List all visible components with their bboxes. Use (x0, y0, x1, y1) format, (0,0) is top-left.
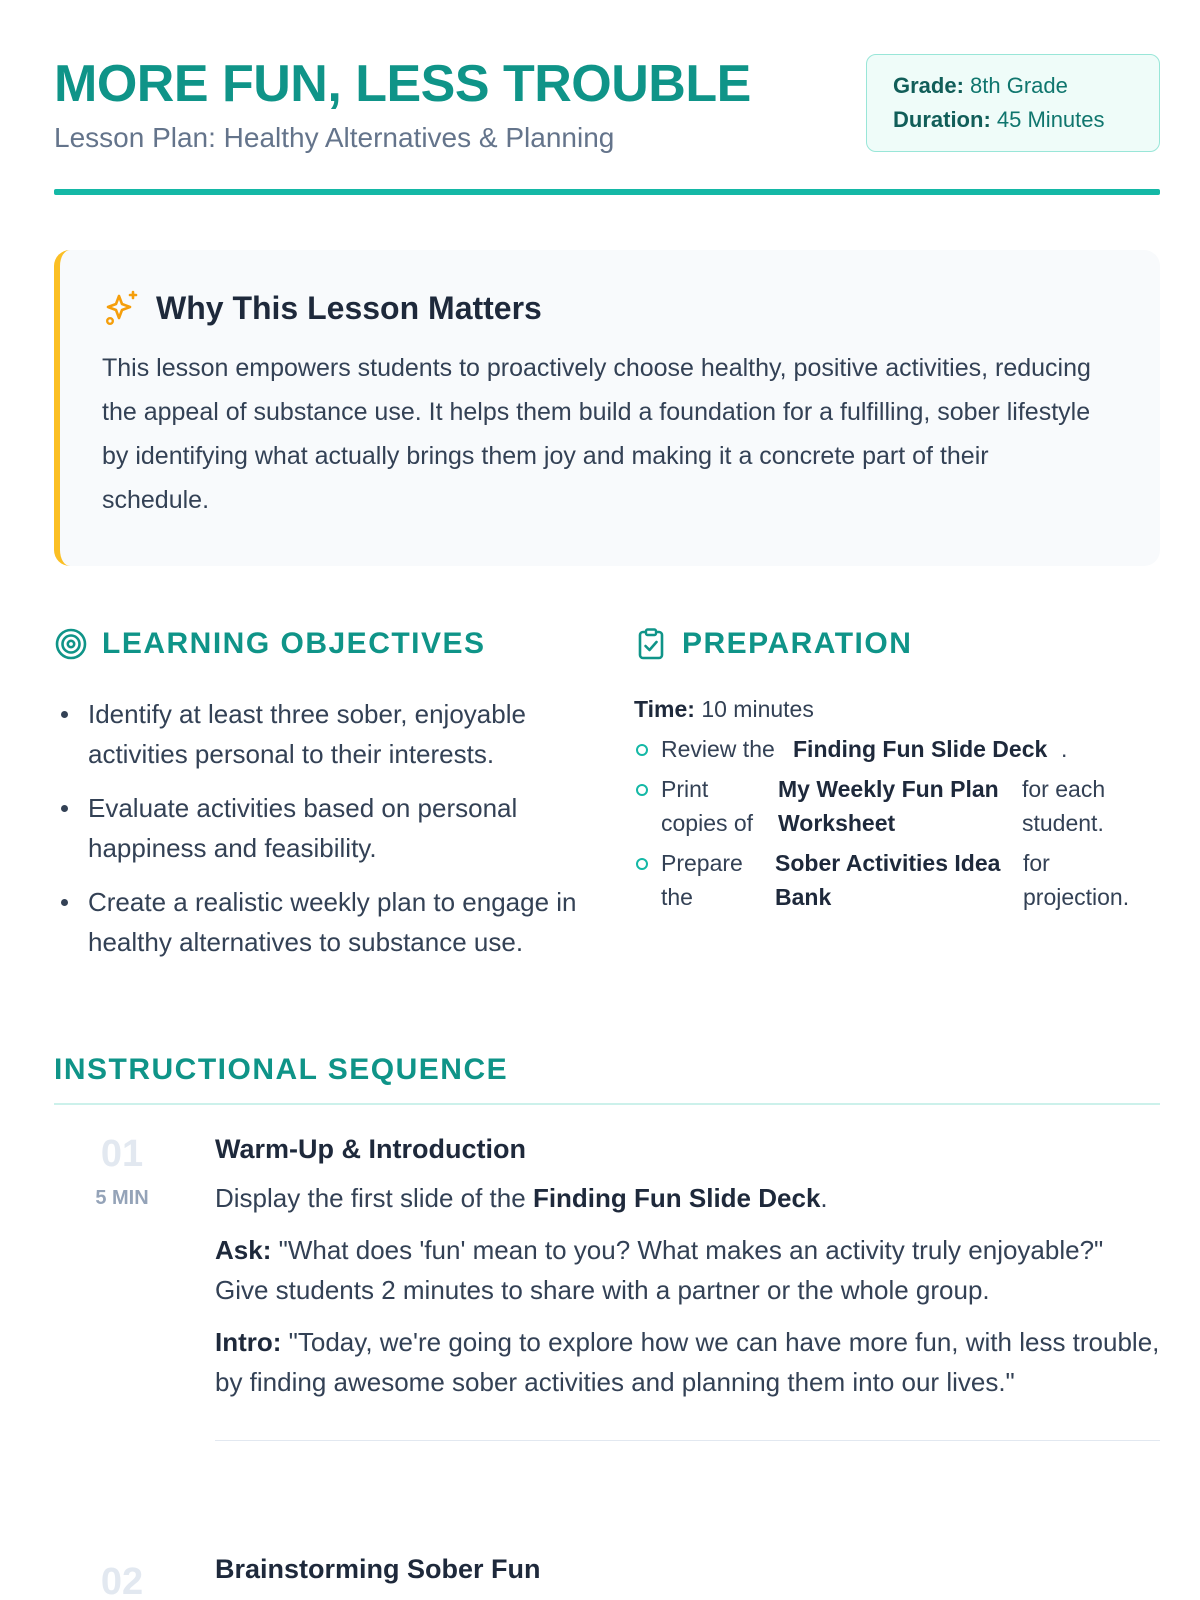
lesson-plan-page (54, 0, 1160, 1600)
step-divider (215, 1440, 1160, 1441)
prep-item-resource: Finding Fun Slide Deck (793, 736, 1048, 762)
grade-row (893, 69, 1133, 103)
preparation-item (634, 772, 1160, 840)
prep-item-text: Review the (661, 736, 775, 762)
prep-item-text: Prepare the (661, 850, 743, 910)
ask-label: Ask: (215, 1235, 272, 1265)
objectives-title: LEARNING OBJECTIVES (102, 627, 486, 660)
prep-item-text: . (1061, 736, 1068, 762)
grade-value: 8th Grade (970, 73, 1068, 98)
sequence-divider (54, 1103, 1160, 1105)
header (54, 0, 1160, 196)
duration-label: Duration: (893, 107, 991, 132)
step-title: Brainstorming Sober Fun (215, 1554, 541, 1584)
slide-deck-reference: Finding Fun Slide Deck (532, 1183, 821, 1213)
step-duration: 5 MIN (95, 1187, 149, 1209)
prep-item-text: for projection. (1023, 850, 1130, 910)
prep-item-resource: Sober Activities Idea Bank (775, 850, 1001, 910)
step-body (215, 1552, 1160, 1586)
preparation-title: PREPARATION (682, 627, 913, 660)
lesson-meta-box (866, 54, 1160, 152)
preparation-section (634, 624, 1160, 920)
step-number: 02 (100, 1561, 144, 1600)
header-divider (54, 189, 1160, 195)
learning-objectives-section (54, 624, 594, 976)
step-paragraph: Display the first slide of the Finding Fun Slide Deck. (215, 1183, 828, 1213)
step-paragraph: Ask: "What does 'fun' mean to you? What makes an activity truly enjoyable?" Give students 2 minutes to share with a partner or the whole group. (215, 1235, 1104, 1305)
why-header (102, 288, 1114, 328)
objective-item: Identify at least three sober, enjoyable activities personal to their interests. (54, 694, 594, 774)
why-callout (54, 250, 1160, 566)
preparation-list (634, 732, 1160, 914)
preparation-time-label: Time: (634, 696, 695, 722)
prep-item-resource: My Weekly Fun Plan Worksheet (778, 776, 999, 836)
objectives-header (54, 624, 594, 664)
step-title: Warm-Up & Introduction (215, 1134, 526, 1164)
step-paragraph: Intro: "Today, we're going to explore how we can have more fun, with less trouble, by finding awesome sober activities and planning them into our lives." (215, 1327, 1160, 1397)
preparation-time-value: 10 minutes (701, 696, 814, 722)
why-text: This lesson empowers students to proactively choose healthy, positive activities, reducing the appeal of substance use. It helps them build a foundation for a fulfilling, sober lifestyle by identifying what actually brings them joy and making it a concrete part of their schedule. (102, 354, 1091, 514)
prep-item-text: for each student. (1022, 776, 1106, 836)
page-subtitle: Lesson Plan: Healthy Alternatives & Planning (54, 122, 615, 153)
duration-value: 45 Minutes (996, 107, 1105, 132)
objectives-list (54, 694, 594, 962)
objective-item: Create a realistic weekly plan to engage in healthy alternatives to substance use. (54, 882, 594, 962)
sequence-title: INSTRUCTIONAL SEQUENCE (54, 1053, 509, 1086)
preparation-item (634, 732, 1160, 766)
intro-label: Intro: (215, 1327, 282, 1357)
preparation-item (634, 846, 1160, 914)
sparkles-icon (102, 288, 142, 328)
objective-item: Evaluate activities based on personal happiness and feasibility. (54, 788, 594, 868)
clipboard-check-icon (634, 627, 668, 661)
step-number: 01 (100, 1133, 144, 1175)
preparation-header (634, 624, 1160, 664)
target-icon (54, 627, 88, 661)
page-title: MORE FUN, LESS TROUBLE (54, 55, 751, 113)
why-title: Why This Lesson Matters (156, 289, 542, 326)
preparation-time (634, 692, 1160, 726)
prep-item-text: Print copies of (661, 776, 754, 836)
grade-label: Grade: (893, 73, 964, 98)
duration-row (893, 103, 1133, 137)
step-body (215, 1132, 1160, 1441)
